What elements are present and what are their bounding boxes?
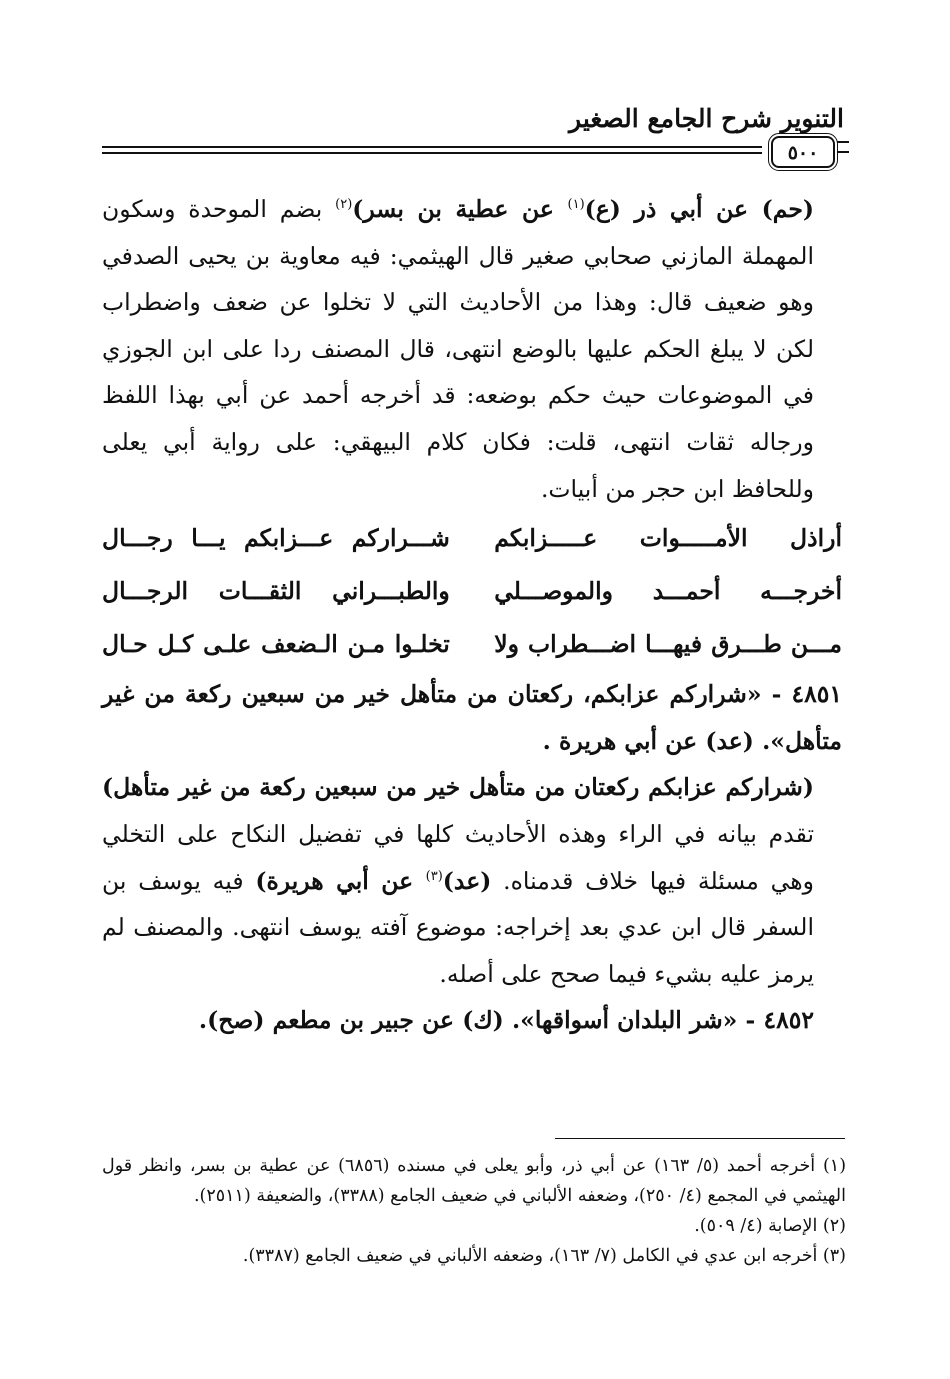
verse-3-first-hemistich: مـــن طـــرق فيهـــا اضـــطراب ولا (494, 630, 842, 659)
hadith-4852 (102, 997, 842, 1044)
hadith-text: «شراركم عزابكم، ركعتان من متأهل خير من سبعين ركعة من غير متأهل». (عد) عن أبي هريرة . (102, 680, 842, 755)
poem-verse-1 (102, 512, 842, 565)
verse-2-second-hemistich: والطبـــراني الثقـــات الرجـــال (102, 577, 450, 606)
hadith-text: «شر البلدان أسواقها». (ك) عن جبير بن مطعم (صح). (198, 1006, 738, 1035)
footnotes (102, 1151, 846, 1271)
citation-text: (حم) عن أبي ذر (ع) (584, 195, 814, 223)
commentary-paragraph-1 (102, 186, 842, 512)
header-rule (102, 146, 762, 154)
footnote-ref-1: (١) (567, 197, 585, 213)
footnote-3: (٣) أخرجه ابن عدي في الكامل (٧/ ١٦٣)، وضعفه الألباني في ضعيف الجامع (٣٣٨٧). (242, 1246, 846, 1266)
footnote-2: (٢) الإصابة (٤/ ٥٠٩). (694, 1216, 846, 1236)
commentary-text: تقدم بيانه في الراء وهذه الأحاديث كلها في تفضيل النكاح على التخلي وهي مسئلة فيها خلاف قدمناه. (102, 819, 814, 895)
commentary-text: فيه يوسف بن السفر قال ابن عدي بعد إخراجه: موضوع آفته يوسف انتهى. والمصنف لم يرمز عليه بشيء فيما صحح على أصله. (102, 866, 814, 988)
verse-1-first-hemistich: أراذل الأمـــــوات عـــــزابكم (494, 524, 842, 553)
page-number: ٥٠٠ (771, 136, 835, 168)
footnote-ref-3: (٣) (425, 868, 443, 884)
main-text (102, 186, 842, 1044)
quoted-hadith: (شراركم عزابكم ركعتان من متأهل خير من سبعين ركعة من غير متأهل) (102, 773, 814, 802)
verse-1-second-hemistich: شـــراركم عـــزابكم يـــا رجـــال (102, 524, 450, 553)
footnote-separator (555, 1138, 845, 1139)
running-title: التنوير شرح الجامع الصغير (569, 104, 844, 133)
narrator-text: عن أبي هريرة) (255, 866, 426, 895)
poem-verse-2 (102, 565, 842, 618)
source-code: (عد) (442, 866, 492, 895)
hadith-number: ٤٨٥٢ - (737, 1006, 814, 1035)
verse-3-second-hemistich: تخلـوا مـن الـضعف علـى كـل حـال (102, 630, 450, 659)
commentary-paragraph-2 (102, 764, 842, 997)
poem-verse-3 (102, 618, 842, 671)
footnote-1: (١) أخرجه أحمد (٥/ ١٦٣) عن أبي ذر، وأبو يعلى في مسنده (٦٨٥٦) عن عطية بن بسر، وانظر قول الهيثمي في المجمع (٤/ ٢٥٠)، وضعفه الألباني في ضعيف الجامع (٣٣٨٨)، والضعيفة (٢٥١١). (102, 1156, 847, 1206)
narrator-text: عن عطية بن بسر) (352, 195, 568, 223)
verse-2-first-hemistich: أخرجـــه أحمـــد والموصـــلي (494, 577, 842, 606)
commentary-text: بضم الموحدة وسكون المهملة المازني صحابي صغير قال الهيثمي: فيه معاوية بن يحيى الصدفي وهو ضعيف قال: وهذا من الأحاديث التي لا تخلوا عن ضعف واضطراب لكن لا يبلغ الحكم عليها بالوضع انتهى، قال المصنف ردا على ابن الجوزي في الموضوعات حيث حكم بوضعه: قد أخرجه أحمد عن أبي بهذا اللفظ ورجاله ثقات انتهى، قلت: فكان كلام البيهقي: على رواية أبي يعلى وللحافظ ابن حجر من أبيات. (102, 195, 814, 503)
header-rule-cap (837, 141, 849, 153)
hadith-number: ٤٨٥١ - (761, 680, 842, 709)
footnote-ref-2: (٢) (335, 197, 353, 213)
hadith-4851 (102, 671, 842, 764)
